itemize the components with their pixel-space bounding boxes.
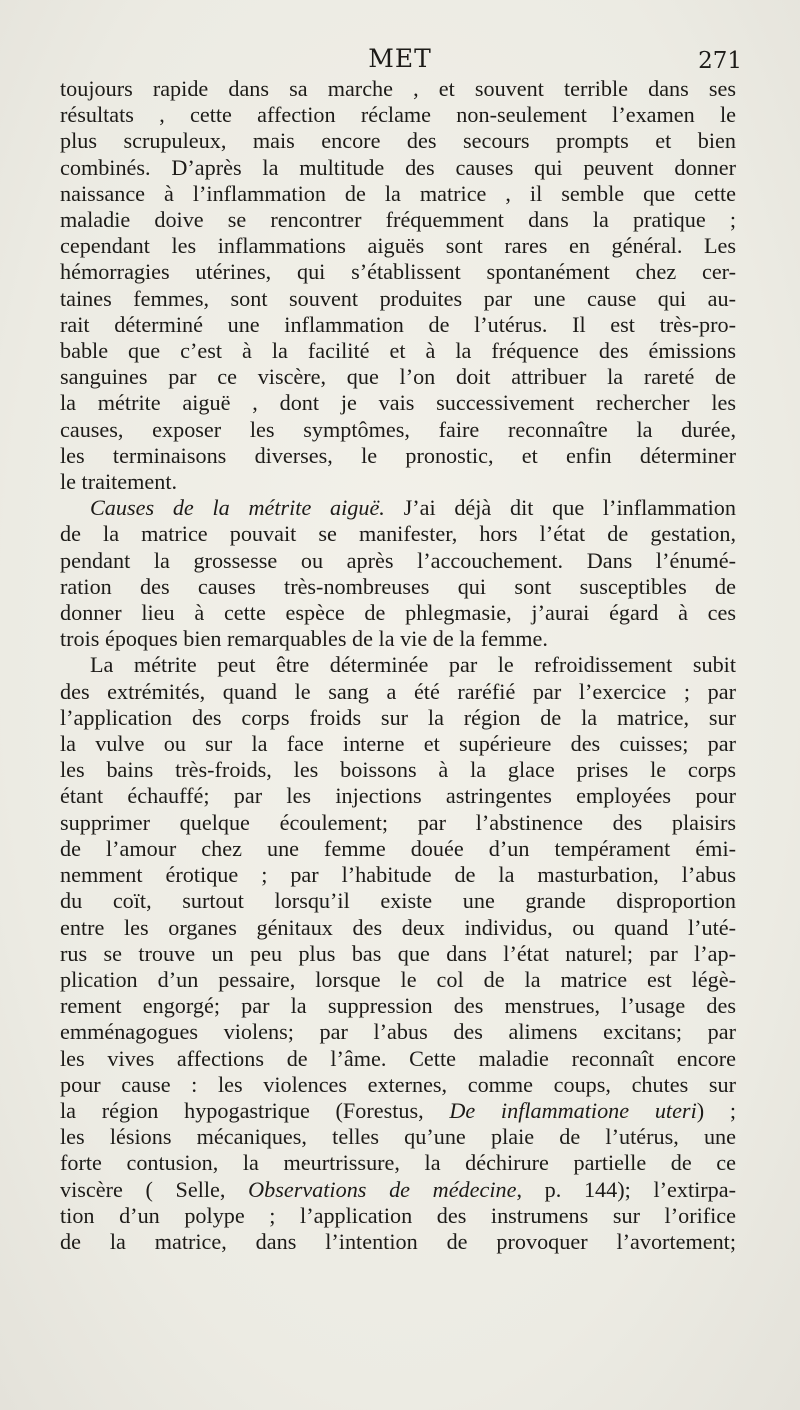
text-line <box>60 155 736 181</box>
line-text: naissance à l’inflammation de la matrice , il semble que cette <box>60 180 736 206</box>
text-line <box>60 574 736 600</box>
text-line <box>60 286 736 312</box>
text-line <box>60 1046 736 1072</box>
text-line <box>60 312 736 338</box>
line-text: rait déterminé une inflammation de l’utérus. Il est très-pro- <box>60 311 736 337</box>
line-text: des extrémités, quand le sang a été raréfié par l’exercice ; par <box>60 678 736 704</box>
line-text: pour cause : les violences externes, comme coups, chutes sur <box>60 1071 736 1097</box>
line-text: rus se trouve un peu plus bas que dans l’état naturel; par l’ap- <box>60 940 736 966</box>
running-head <box>60 44 740 80</box>
text-line <box>60 338 736 364</box>
line-text: de la matrice, dans l’intention de provoquer l’avortement; <box>60 1228 736 1254</box>
line-text: les lésions mécaniques, telles qu’une plaie de l’utérus, une <box>60 1124 736 1150</box>
text-line <box>60 783 736 809</box>
line-text-tail: ) ; <box>696 1097 736 1123</box>
line-text: J’ai déjà dit que l’inflammation <box>384 495 736 521</box>
line-text: donner lieu à cette espèce de phlegmasie, j’aurai égard à ces <box>60 600 736 626</box>
line-text: nemment érotique ; par l’habitude de la masturbation, l’abus <box>60 862 736 888</box>
line-text: maladie doive se rencontrer fréquemment dans la pratique ; <box>60 207 736 233</box>
text-line <box>60 495 736 521</box>
line-text: causes, exposer les symptômes, faire reconnaître la durée, <box>60 416 736 442</box>
citation-title: De inflammatione uteri <box>449 1097 697 1123</box>
text-line <box>60 1177 736 1203</box>
line-text: les bains très-froids, les boissons à la glace prises le corps <box>60 757 736 783</box>
section-heading: Causes de la métrite aiguë. <box>90 495 385 521</box>
text-line <box>60 757 736 783</box>
citation-title: Observations de médecine <box>248 1176 517 1202</box>
line-text: La métrite peut être déterminée par le refroidissement subit <box>90 652 736 678</box>
line-text: résultats , cette affection réclame non-seulement l’examen le <box>60 102 736 128</box>
line-text: étant échauffé; par les injections astringentes employées pour <box>60 783 736 809</box>
text-line <box>60 128 736 154</box>
text-line <box>60 417 736 443</box>
line-text: la région hypogastrique (Forestus, <box>60 1097 450 1123</box>
line-text: bable que c’est à la facilité et à la fréquence des émissions <box>60 338 736 364</box>
text-line <box>60 181 736 207</box>
text-line <box>60 705 736 731</box>
text-line <box>60 915 736 941</box>
line-text: supprimer quelque écoulement; par l’abstinence des plaisirs <box>60 809 736 835</box>
line-text: plication d’un pessaire, lorsque le col de la matrice est légè- <box>60 966 736 992</box>
line-text-tail: , p. 144); l’extirpa- <box>516 1176 736 1202</box>
text-line <box>60 102 736 128</box>
line-text: de la matrice pouvait se manifester, hors l’état de gestation, <box>60 521 736 547</box>
line-text: trois époques bien remarquables de la vie de la femme. <box>60 626 548 652</box>
text-line <box>60 1150 736 1176</box>
text-line <box>60 600 736 626</box>
text-line <box>60 679 736 705</box>
text-line <box>60 548 736 574</box>
line-text: tion d’un polype ; l’application des instrumens sur l’orifice <box>60 1202 736 1228</box>
line-text: combinés. D’après la multitude des causes qui peuvent donner <box>60 154 736 180</box>
line-text: du coït, surtout lorsqu’il existe une grande disproportion <box>60 888 736 914</box>
text-line <box>60 810 736 836</box>
line-text: ration des causes très-nombreuses qui sont susceptibles de <box>60 573 736 599</box>
line-text: forte contusion, la meurtrissure, la déchirure partielle de ce <box>60 1150 736 1176</box>
text-line <box>60 626 736 652</box>
line-text: emménagogues violens; par l’abus des alimens excitans; par <box>60 1019 736 1045</box>
line-text: la métrite aiguë , dont je vais successivement rechercher les <box>60 390 736 416</box>
line-text: les vives affections de l’âme. Cette maladie reconnaît encore <box>60 1045 736 1071</box>
line-text: l’application des corps froids sur la région de la matrice, sur <box>60 704 736 730</box>
text-line <box>60 521 736 547</box>
line-text: cependant les inflammations aiguës sont rares en général. Les <box>60 233 736 259</box>
text-line <box>60 1229 736 1255</box>
text-line <box>60 469 736 495</box>
line-text: de l’amour chez une femme douée d’un tempérament émi- <box>60 835 736 861</box>
line-text: taines femmes, sont souvent produites par une cause qui au- <box>60 285 736 311</box>
text-line <box>60 967 736 993</box>
line-text: plus scrupuleux, mais encore des secours prompts et bien <box>60 128 736 154</box>
text-line <box>60 1019 736 1045</box>
text-line <box>60 1072 736 1098</box>
body-text <box>60 76 736 1255</box>
text-line <box>60 76 736 102</box>
text-line <box>60 390 736 416</box>
line-text: rement engorgé; par la suppression des menstrues, l’usage des <box>60 993 736 1019</box>
text-line <box>60 941 736 967</box>
text-line <box>60 207 736 233</box>
text-line <box>60 1203 736 1229</box>
text-line <box>60 652 736 678</box>
line-text: toujours rapide dans sa marche , et souvent terrible dans ses <box>60 76 736 101</box>
line-text: la vulve ou sur la face interne et supérieure des cuisses; par <box>60 731 736 757</box>
text-line <box>60 259 736 285</box>
text-line <box>60 862 736 888</box>
text-line <box>60 233 736 259</box>
line-text: sanguines par ce viscère, que l’on doit attribuer la rareté de <box>60 364 736 390</box>
text-line <box>60 836 736 862</box>
text-line <box>60 888 736 914</box>
running-title: MET <box>368 44 432 73</box>
line-text: le traitement. <box>60 469 178 495</box>
line-text: viscère ( Selle, <box>60 1176 249 1202</box>
page-number: 271 <box>698 48 742 74</box>
text-line <box>60 731 736 757</box>
text-line <box>60 443 736 469</box>
text-line <box>60 364 736 390</box>
line-text: les terminaisons diverses, le pronostic, et enfin déterminer <box>60 442 736 468</box>
text-line <box>60 1124 736 1150</box>
text-line <box>60 1098 736 1124</box>
line-text: entre les organes génitaux des deux individus, ou quand l’uté- <box>60 914 736 940</box>
line-text: pendant la grossesse ou après l’accouchement. Dans l’énumé- <box>60 547 736 573</box>
line-text: hémorragies utérines, qui s’établissent spontanément chez cer- <box>60 259 736 285</box>
text-line <box>60 993 736 1019</box>
